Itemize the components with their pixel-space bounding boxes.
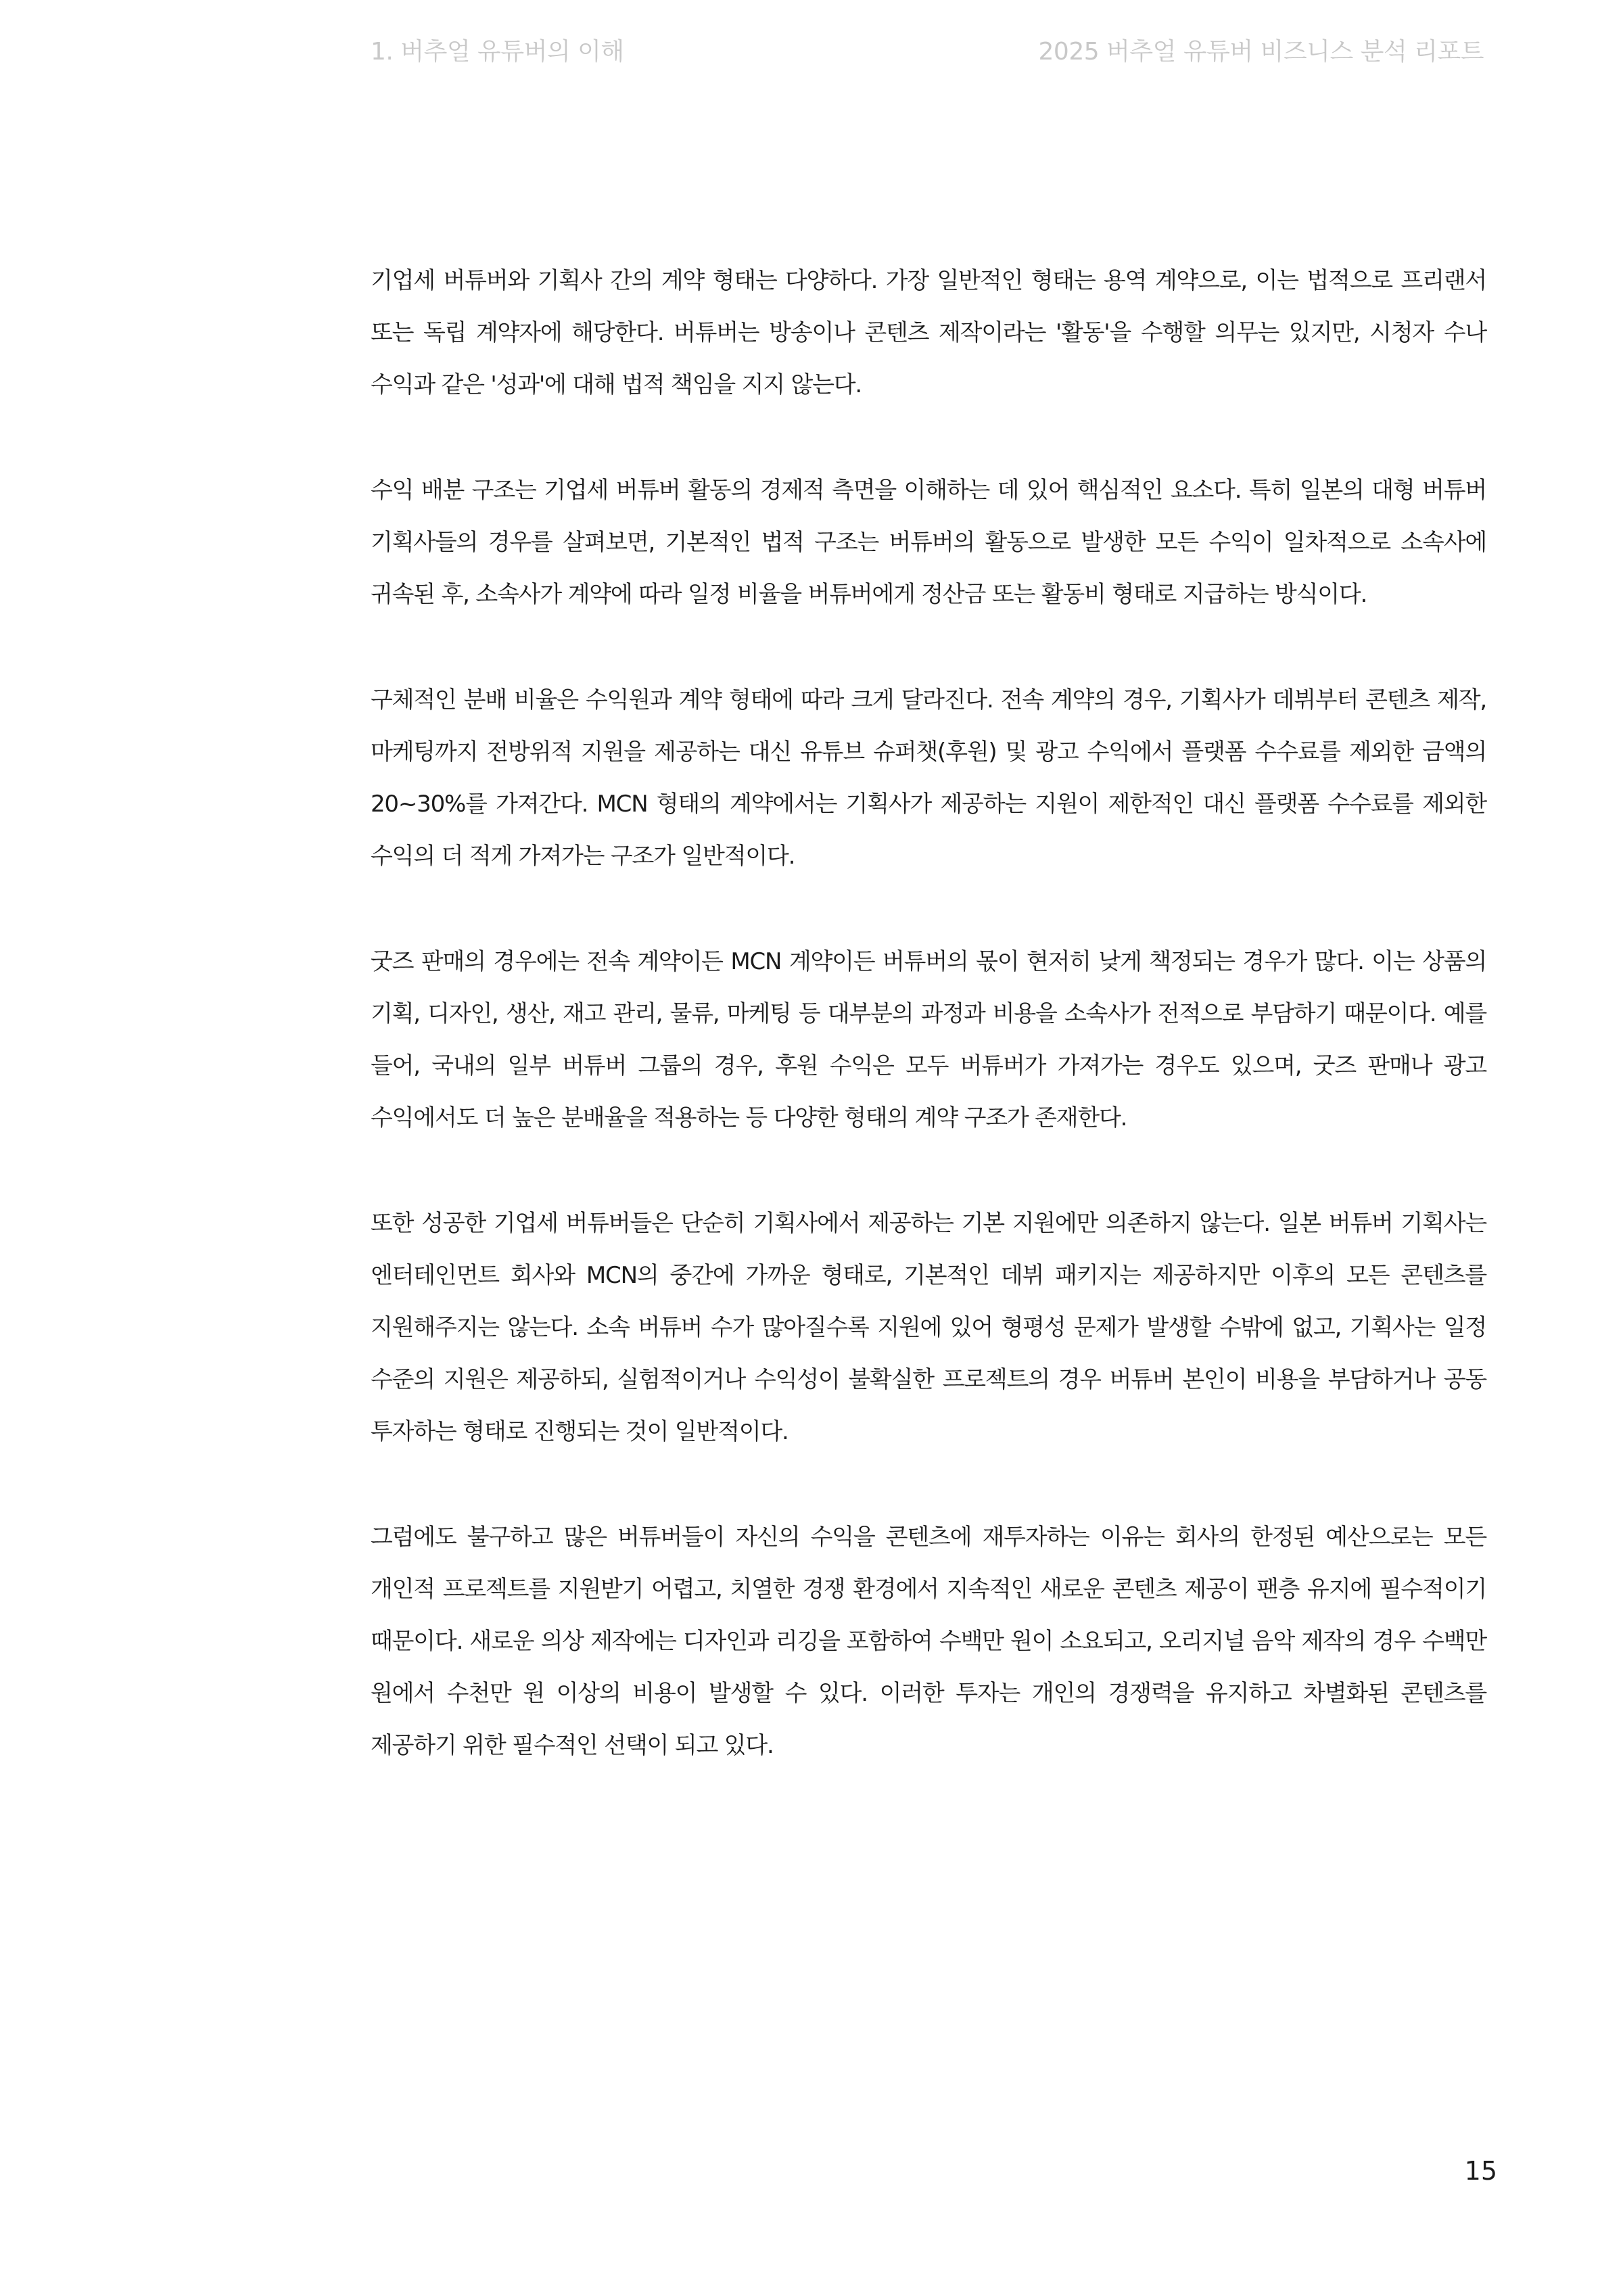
section-title: 1. 버추얼 유튜버의 이해 (371, 38, 624, 66)
paragraph-agency-support: 또한 성공한 기업세 버튜버들은 단순히 기획사에서 제공하는 기본 지원에만 의존하지 않는다. 일본 버튜버 기획사는 엔터테인먼트 회사와 MCN의 중간에 가까운 형태로, 기본적인 데뷔 패키지는 제공하지만 이후의 모든 콘텐츠를 지원해주지는 않는다. 소속 버튜버 수가 많아질수록 지원에 있어 형평성 문제가 발생할 수밖에 없고, 기획사는 일정 수준의 지원은 제공하되, 실험적이거나 수익성이 불확실한 프로젝트의 경우 버튜버 본인이 비용을 부담하거나 공동 투자하는 형태로 진행되는 것이 일반적이다. (371, 1210, 1486, 1445)
paragraph-distribution-ratio: 구체적인 분배 비율은 수익원과 계약 형태에 따라 크게 달라진다. 전속 계약의 경우, 기획사가 데뷔부터 콘텐츠 제작, 마케팅까지 전방위적 지원을 제공하는 대신 유튜브 슈퍼챗(후원) 및 광고 수익에서 플랫폼 수수료를 제외한 금액의 20~30%를 가져간다. MCN 형태의 계약에서는 기획사가 제공하는 지원이 제한적인 대신 플랫폼 수수료를 제외한 수익의 더 적게 가져가는 구조가 일반적이다. (371, 686, 1486, 870)
paragraph-reinvestment: 그럼에도 불구하고 많은 버튜버들이 자신의 수익을 콘텐츠에 재투자하는 이유는 회사의 한정된 예산으로는 모든 개인적 프로젝트를 지원받기 어렵고, 치열한 경쟁 환경에서 지속적인 새로운 콘텐츠 제공이 팬층 유지에 필수적이기 때문이다. 새로운 의상 제작에는 디자인과 리깅을 포함하여 수백만 원이 소요되고, 오리지널 음악 제작의 경우 수백만 원에서 수천만 원 이상의 비용이 발생할 수 있다. 이러한 투자는 개인의 경쟁력을 유지하고 차별화된 콘텐츠를 제공하기 위한 필수적인 선택이 되고 있다. (371, 1524, 1486, 1759)
running-header (371, 32, 1484, 67)
paragraph-contract-types: 기업세 버튜버와 기획사 간의 계약 형태는 다양하다. 가장 일반적인 형태는 용역 계약으로, 이는 법적으로 프리랜서 또는 독립 계약자에 해당한다. 버튜버는 방송이나 콘텐츠 제작이라는 '활동'을 수행할 의무는 있지만, 시청자 수나 수익과 같은 '성과'에 대해 법적 책임을 지지 않는다. (371, 267, 1486, 398)
paragraph-merchandise: 굿즈 판매의 경우에는 전속 계약이든 MCN 계약이든 버튜버의 몫이 현저히 낮게 책정되는 경우가 많다. 이는 상품의 기획, 디자인, 생산, 재고 관리, 물류, 마케팅 등 대부분의 과정과 비용을 소속사가 전적으로 부담하기 때문이다. 예를 들어, 국내의 일부 버튜버 그룹의 경우, 후원 수익은 모두 버튜버가 가져가는 경우도 있으며, 굿즈 판매나 광고 수익에서도 더 높은 분배율을 적용하는 등 다양한 형태의 계약 구조가 존재한다. (371, 948, 1486, 1131)
paragraph-revenue-structure: 수익 배분 구조는 기업세 버튜버 활동의 경제적 측면을 이해하는 데 있어 핵심적인 요소다. 특히 일본의 대형 버튜버 기획사들의 경우를 살펴보면, 기본적인 법적 구조는 버튜버의 활동으로 발생한 모든 수익이 일차적으로 소속사에 귀속된 후, 소속사가 계약에 따라 일정 비율을 버튜버에게 정산금 또는 활동비 형태로 지급하는 방식이다. (371, 477, 1486, 608)
page-number: 15 (1464, 2156, 1497, 2186)
report-title: 2025 버추얼 유튜버 비즈니스 분석 리포트 (1038, 38, 1484, 66)
body-text (371, 255, 1486, 1825)
